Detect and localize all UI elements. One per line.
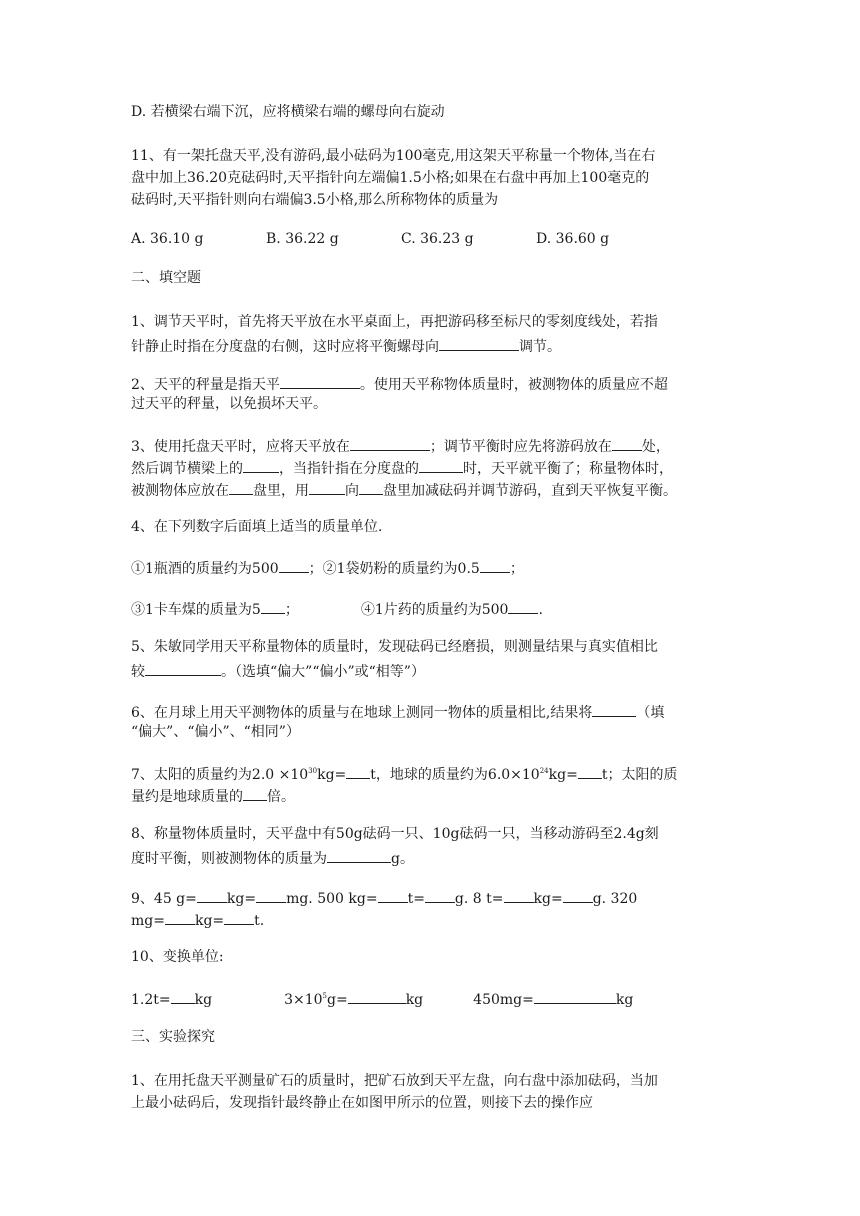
fill-q7-text: t；太阳的质 [601, 767, 678, 783]
fill-q4: 4、在下列数字后面填上适当的质量单位. [131, 519, 383, 535]
fill-q9-text: t= [407, 891, 425, 907]
fill-q7-line-2 [131, 784, 295, 807]
fill-q4-blank-3[interactable] [261, 597, 285, 614]
fill-q4-item-3: ③1卡车煤的质量为5 [131, 602, 261, 618]
fill-q7-exponent-1: 30 [308, 767, 318, 775]
fill-q8-line-2 [131, 846, 414, 869]
section-heading-experiment: 三、实验探究 [131, 1029, 215, 1045]
fill-q5-line-1: 5、朱敏同学用天平称量物体的质量时，发现砝码已经磨损，则测量结果与真实值相比 [131, 639, 658, 655]
fill-q6-blank[interactable] [592, 700, 636, 717]
fill-q4-item-4-end: . [538, 602, 543, 618]
fill-q2-blank[interactable] [280, 372, 360, 389]
q11-option-b: B. 36.22 g [266, 231, 339, 247]
q11-option-a: A. 36.10 g [131, 231, 204, 247]
fill-q10-items [131, 987, 633, 1010]
fill-q7-text: t，地球的质量约为6.0×10 [370, 767, 540, 783]
fill-q10-text: g= [327, 992, 348, 1008]
fill-q7-text: kg= [317, 767, 347, 783]
fill-q2-line-2: 过天平的秤量，以免损坏天平。 [131, 396, 327, 412]
fill-q8-text: 度时平衡，则被测物体的质量为 [131, 851, 327, 867]
fill-q1-text: 针静止时指在分度盘的右侧，这时应将平衡螺母向 [131, 339, 439, 355]
fill-q9-text: 9、45 g= [131, 891, 197, 907]
fill-q7-line-1 [131, 762, 677, 785]
fill-q9-text: mg. 500 kg= [286, 891, 378, 907]
fill-q7-text: 量约是地球质量的 [131, 789, 243, 805]
fill-q9-blank-3[interactable] [378, 886, 408, 903]
fill-q4-item-2: ②1袋奶粉的质量约为0.5 [322, 561, 480, 577]
fill-q9-blank-8[interactable] [224, 908, 254, 925]
fill-q5-text-end: 。（选填“偏大”“偏小”或“相等”） [221, 664, 425, 680]
fill-q10-blank-2[interactable] [348, 987, 406, 1004]
fill-q9-blank-1[interactable] [197, 886, 227, 903]
fill-q6-line-2: “偏大”、“偏小”、“相同”） [131, 724, 300, 740]
fill-q7-exponent-2: 24 [539, 767, 549, 775]
fill-q3-line-2 [131, 456, 673, 479]
fill-q9-blank-5[interactable] [504, 886, 534, 903]
fill-q10-blank-3[interactable] [534, 987, 616, 1004]
fill-q5-text: 较 [131, 664, 145, 680]
fill-q3-blank-nut[interactable] [243, 456, 279, 473]
fill-q6-text: 6、在月球上用天平测物体的质量与在地球上测同一物体的质量相比,结果将 [131, 705, 593, 721]
fill-q10-blank-1[interactable] [171, 987, 195, 1004]
fill-q7-text: kg= [548, 767, 578, 783]
q11-line-1: 11、有一架托盘天平,没有游码,最小砝码为100毫克,用这架天平称量一个物体,当在右 [131, 148, 656, 164]
fill-q9-text: g. 320 [592, 891, 638, 907]
fill-q1-line-1: 1、调节天平时，首先将天平放在水平桌面上，再把游码移至标尺的零刻度线处，若指 [131, 314, 658, 330]
fill-q9-text: kg= [226, 891, 257, 907]
fill-q3-text: 处， [641, 439, 670, 455]
exp-q1-line-2: 上最小砝码后，发现指针最终静止在如图甲所示的位置，则接下去的操作应 [131, 1095, 593, 1111]
fill-q10-exponent: 5 [322, 992, 327, 1000]
fill-q9-line-2 [131, 908, 264, 931]
fill-q8-blank[interactable] [327, 846, 391, 863]
fill-q9-text: t. [254, 913, 265, 929]
fill-q9-text: kg= [194, 913, 225, 929]
fill-q5-line-2 [131, 659, 425, 682]
fill-q2-text-end: 。使用天平称物体质量时，被测物体的质量应不超 [359, 377, 668, 393]
q11-line-3: 砝码时,天平指针则向右端偏3.5小格,那么所称物体的质量为 [131, 192, 499, 208]
fill-q3-text: ；调节平衡时应先将游码放在 [429, 439, 612, 455]
fill-q6-line-1 [131, 700, 664, 723]
fill-q2-text: 2、天平的秤量是指天平 [131, 377, 280, 393]
fill-q3-blank-pan[interactable] [229, 478, 253, 495]
fill-q4-blank-4[interactable] [508, 597, 538, 614]
fill-q9-text: mg= [131, 913, 165, 929]
fill-q1-text-end: 调节。 [519, 339, 561, 355]
fill-q10-text: kg [615, 992, 634, 1008]
fill-q9-blank-4[interactable] [425, 886, 455, 903]
fill-q3-text: 时，天平就平衡了；称量物体时， [463, 461, 673, 477]
mc-option-d: D. 若横梁右端下沉，应将横梁右端的螺母向右旋动 [131, 104, 445, 120]
fill-q3-line-1 [131, 434, 670, 457]
section-heading-fill: 二、填空题 [131, 270, 201, 286]
fill-q4-item-2-end: ； [509, 561, 524, 577]
fill-q7-text-end: 倍。 [267, 789, 295, 805]
fill-q4-item-3-end: ； [284, 602, 299, 618]
fill-q3-text: 盘里，用 [253, 483, 309, 499]
fill-q3-blank-center[interactable] [419, 456, 463, 473]
fill-q4-item-1: ①1瓶酒的质量约为500 [131, 561, 279, 577]
exp-q1-line-1: 1、在用托盘天平测量矿石的质量时，把矿石放到天平左盘，向右盘中添加砝码，当加 [131, 1073, 658, 1089]
fill-q9-blank-2[interactable] [256, 886, 286, 903]
fill-q10-text: 450mg= [473, 992, 534, 1008]
fill-q3-text: 盘里加减砝码并调节游码，直到天平恢复平衡。 [383, 483, 677, 499]
fill-q10-text: kg [405, 992, 424, 1008]
fill-q1-blank[interactable] [439, 334, 519, 351]
fill-q3-blank-pan2[interactable] [359, 478, 383, 495]
fill-q1-line-2 [131, 334, 561, 357]
fill-q10-text: kg [194, 992, 213, 1008]
fill-q6-text-end: （填 [636, 705, 665, 721]
fill-q10: 10、变换单位: [131, 949, 224, 965]
fill-q9-text: kg= [533, 891, 563, 907]
fill-q4-items-1 [131, 556, 524, 579]
fill-q3-text: ，当指针指在分度盘的 [279, 461, 419, 477]
fill-q5-blank[interactable] [145, 659, 221, 676]
fill-q3-line-3 [131, 478, 677, 501]
fill-q4-item-1-end: ； [308, 561, 323, 577]
fill-q3-blank-tool[interactable] [309, 478, 345, 495]
fill-q3-text: 向 [345, 483, 359, 499]
fill-q7-blank-2[interactable] [578, 762, 602, 779]
fill-q4-item-4: ④1片药的质量约为500 [360, 602, 509, 618]
q11-line-2: 盘中加上36.20克砝码时,天平指针向左端偏1.5小格;如果在右盘中再加上100毫克的 [131, 170, 650, 186]
q11-options [131, 229, 609, 249]
fill-q7-blank-1[interactable] [346, 762, 370, 779]
fill-q9-blank-7[interactable] [165, 908, 195, 925]
q11-option-d: D. 36.60 g [536, 231, 610, 247]
q11-option-c: C. 36.23 g [401, 231, 474, 247]
fill-q7-text: 7、太阳的质量约为2.0 ×10 [131, 767, 309, 783]
fill-q8-line-1: 8、称量物体质量时，天平盘中有50g砝码一只、10g砝码一只，当移动游码至2.4g刻 [131, 826, 659, 842]
fill-q4-items-2 [131, 597, 543, 620]
fill-q7-blank-3[interactable] [243, 784, 267, 801]
fill-q3-blank-rider[interactable] [612, 434, 642, 451]
fill-q9-line-1 [131, 886, 637, 909]
fill-q3-text: 然后调节横梁上的 [131, 461, 243, 477]
fill-q4-blank-1[interactable] [279, 556, 309, 573]
fill-q10-text: 1.2t= [131, 992, 171, 1008]
fill-q3-text: 被测物体应放在 [131, 483, 229, 499]
fill-q3-blank-placement[interactable] [350, 434, 430, 451]
fill-q8-text-end: g。 [391, 851, 414, 867]
fill-q10-text: 3×10 [284, 992, 323, 1008]
fill-q9-blank-6[interactable] [563, 886, 593, 903]
fill-q9-text: g. 8 t= [454, 891, 504, 907]
fill-q2-line-1 [131, 372, 668, 395]
fill-q4-blank-2[interactable] [480, 556, 510, 573]
fill-q3-text: 3、使用托盘天平时，应将天平放在 [131, 439, 350, 455]
